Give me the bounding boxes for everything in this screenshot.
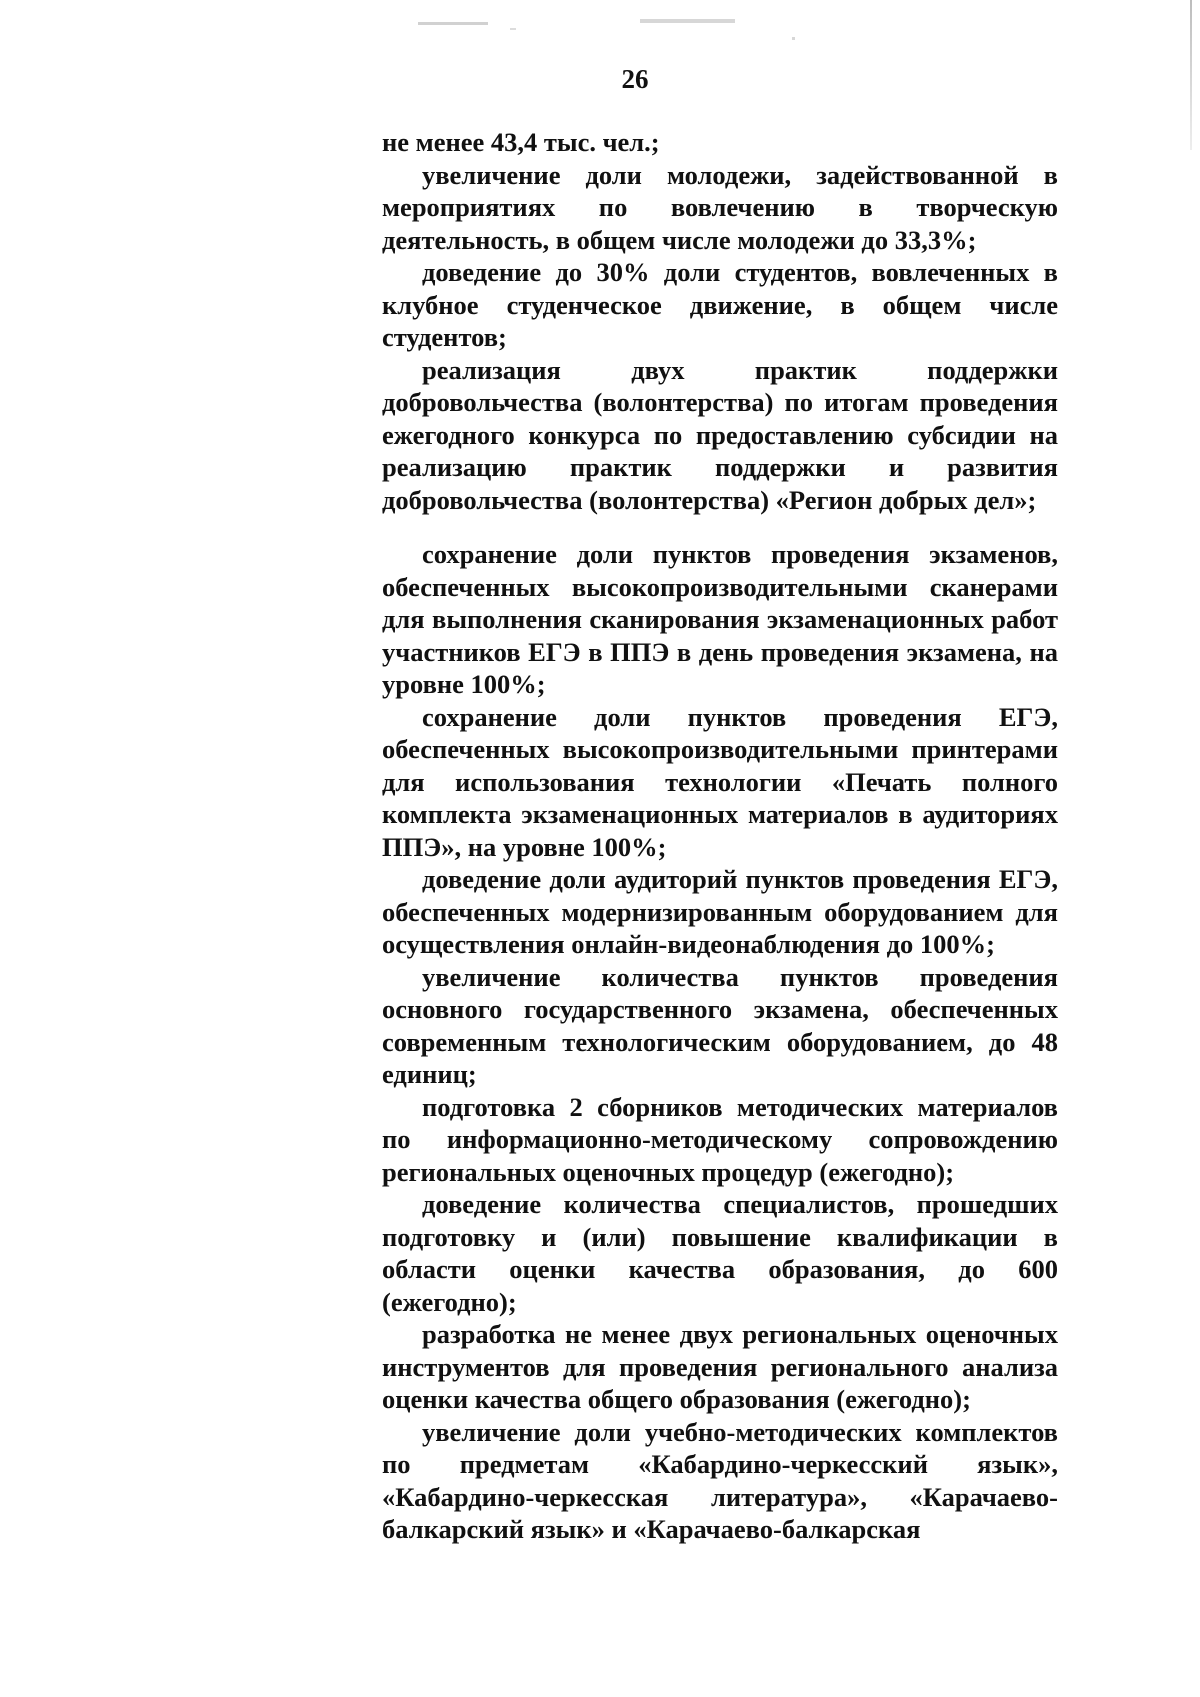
paragraph: доведение доли аудиторий пунктов проведения ЕГЭ, обеспеченных модернизированным оборудованием для осуществления онлайн-видеонаблюдения до 100%; <box>382 864 1058 959</box>
paragraph: подготовка 2 сборников методических материалов по информационно-методическому сопровождению региональных оценочных процедур (ежегодно); <box>382 1091 1058 1187</box>
paragraph: сохранение доли пунктов проведения ЕГЭ, обеспеченных высокопроизводительными принтерами для использования технологии «Печать полного комплекта экзаменационных материалов в аудиториях ППЭ», на уровне 100%; <box>382 701 1058 862</box>
paragraph: сохранение доли пунктов проведения экзаменов, обеспеченных высокопроизводительными сканерами для выполнения сканирования экзаменационных работ участников ЕГЭ в ППЭ в день проведения экзамена, на уровне 100%; <box>382 539 1058 699</box>
paragraph: доведение количества специалистов, прошедших подготовку и (или) повышение квалификации в области оценки качества образования, до 600 (ежегодно); <box>382 1189 1058 1317</box>
document-body <box>382 126 1058 1546</box>
paragraph-gap <box>382 516 1058 538</box>
paragraph: увеличение доли учебно-методических комплектов по предметам «Кабардино-черкесский язык», «Кабардино-черкесская литература», «Карачаево-балкарский язык» и «Карачаево-балкарская <box>382 1416 1058 1544</box>
page-number: 26 <box>621 64 649 94</box>
paragraph: реализация двух практик поддержки добровольчества (волонтерства) по итогам проведения ежегодного конкурса по предоставлению субсидии на реализацию практик поддержки и развития добровольчества (волонтерства) «Регион добрых дел»; <box>382 354 1058 515</box>
paragraph: увеличение количества пунктов проведения основного государственного экзамена, обеспеченных современным технологическим оборудованием, до 48 единиц; <box>382 961 1058 1089</box>
paragraph: доведение до 30% доли студентов, вовлеченных в клубное студенческое движение, в общем числе студентов; <box>382 257 1058 352</box>
paragraph: не менее 43,4 тыс. чел.; <box>382 127 660 157</box>
paragraph: увеличение доли молодежи, задействованной в мероприятиях по вовлечению в творческую деятельность, в общем числе молодежи до 33,3%; <box>382 159 1058 255</box>
paragraph: разработка не менее двух региональных оценочных инструментов для проведения регионального анализа оценки качества общего образования (ежегодно); <box>382 1319 1058 1414</box>
